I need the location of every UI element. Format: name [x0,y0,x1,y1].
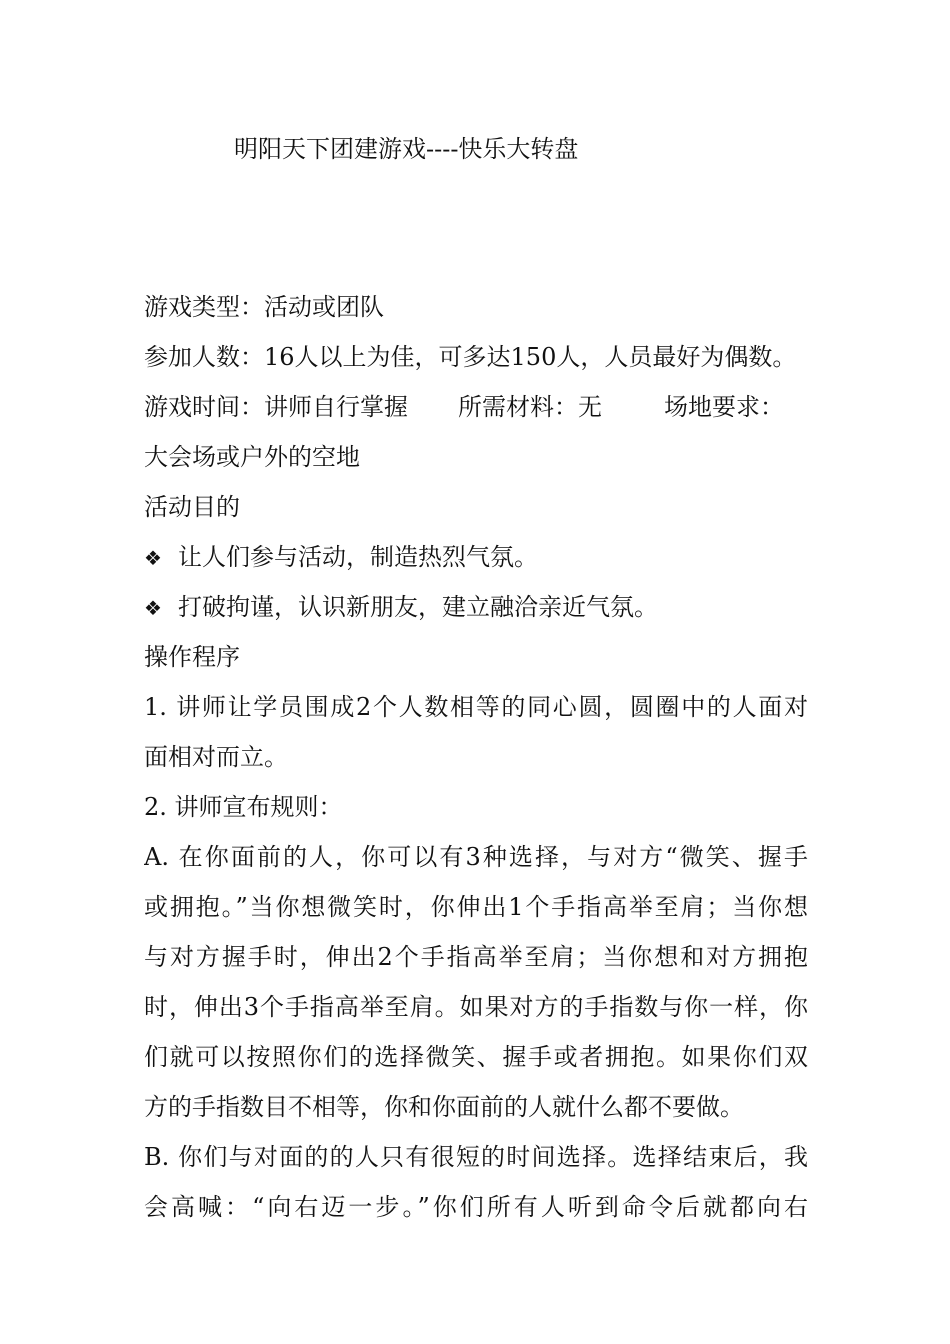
step-1-line-1: 1. 讲师让学员围成2个人数相等的同心圆，圆圈中的人面对 [144,693,808,721]
time-materials-venue-line [144,382,808,432]
rule-a-line: 与对方握手时，伸出2个手指高举至肩；当你想和对方拥抱 [144,943,808,971]
document-title: 明阳天下团建游戏----快乐大转盘 [234,135,579,163]
purpose-item-1 [144,532,808,582]
step-1-line-2: 面相对而立。 [144,743,288,771]
venue-label-text: 场地要求： [664,393,784,421]
diamond-bullet-icon: ❖ [144,546,162,570]
rule-a-line: 方的手指数目不相等，你和你面前的人就什么都不要做。 [144,1093,744,1121]
game-type-line: 游戏类型：活动或团队 [144,293,384,321]
game-time-text: 游戏时间：讲师自行掌握 [144,393,408,421]
rule-b-line: B. 你们与对面的的人只有很短的时间选择。选择结束后，我 [144,1143,808,1171]
rule-b-line: 会高喊：“向右迈一步。”你们所有人听到命令后就都向右 [144,1193,808,1221]
rule-a-line: A. 在你面前的人，你可以有3种选择，与对方“微笑、握手 [144,843,808,871]
step-2: 2. 讲师宣布规则： [144,793,343,821]
rule-a-line: 时，伸出3个手指高举至肩。如果对方的手指数与你一样，你 [144,993,808,1021]
rule-a-line: 或拥抱。”当你想微笑时，你伸出1个手指高举至肩；当你想 [144,893,808,921]
rule-a-line: 们就可以按照你们的选择微笑、握手或者拥抱。如果你们双 [144,1043,808,1071]
purpose-heading: 活动目的 [144,493,240,521]
participants-line: 参加人数：16人以上为佳，可多达150人，人员最好为偶数。 [144,343,797,371]
venue-value-line: 大会场或户外的空地 [144,443,360,471]
materials-text: 所需材料：无 [458,393,602,421]
diamond-bullet-icon: ❖ [144,596,162,620]
procedure-heading: 操作程序 [144,643,240,671]
document-body [144,282,808,1232]
purpose-item-2 [144,582,808,632]
purpose-item-text: 让人们参与活动，制造热烈气氛。 [178,543,538,571]
purpose-item-text: 打破拘谨，认识新朋友，建立融洽亲近气氛。 [178,593,658,621]
